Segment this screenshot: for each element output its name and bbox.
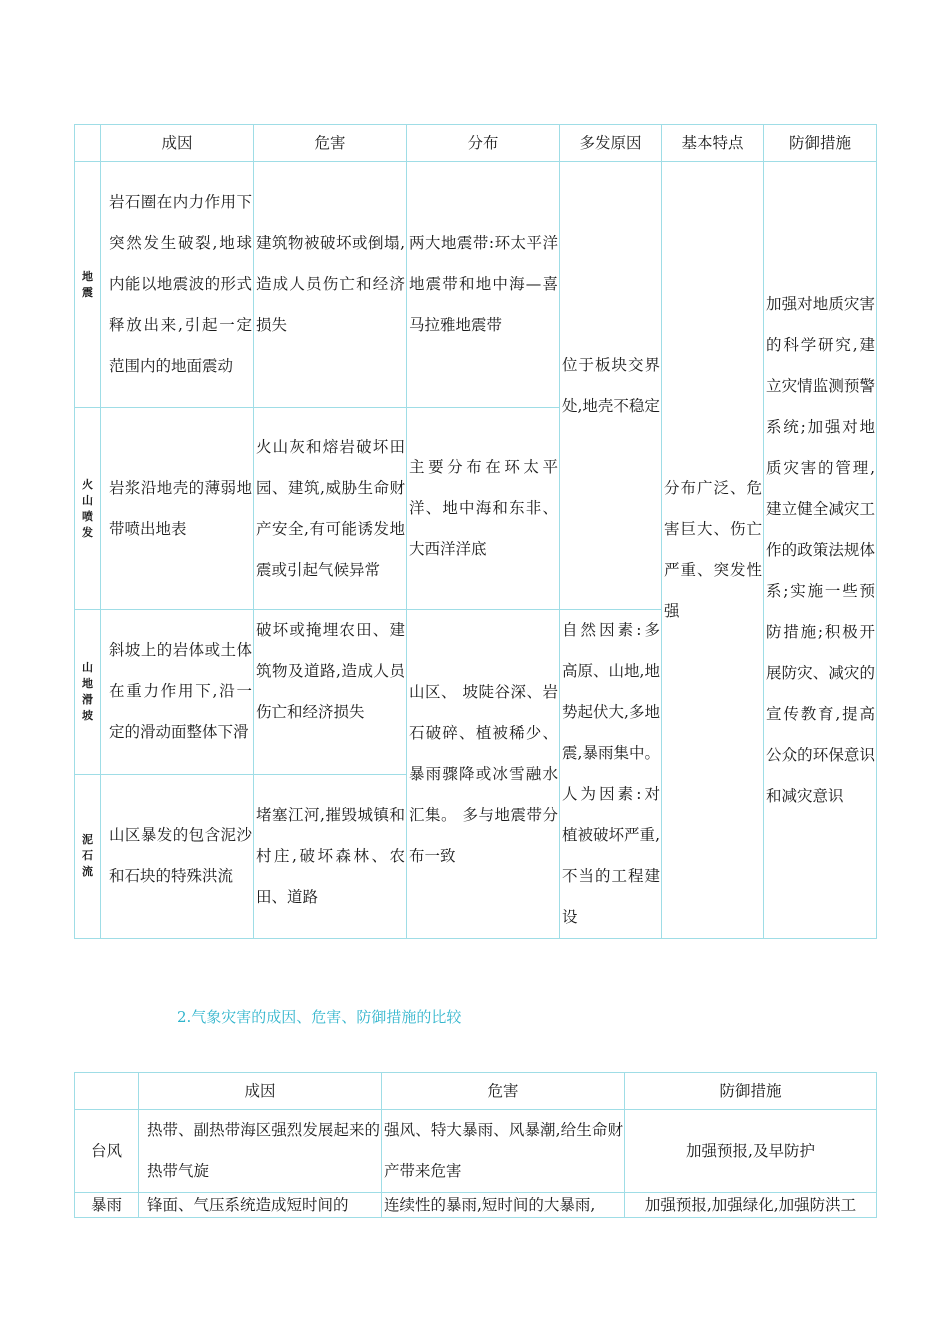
header-features: 基本特点 — [662, 125, 764, 162]
debris-flow-harm: 堵塞江河,摧毁城镇和村庄,破坏森林、农田、道路 — [254, 774, 407, 939]
section-2-heading: 2.气象灾害的成因、危害、防御措施的比较 — [177, 1008, 462, 1026]
row-label-debris-flow: 泥石流 — [75, 774, 101, 939]
volcano-harm: 火山灰和熔岩破坏田园、建筑,威胁生命财产安全,有可能诱发地震或引起气候异常 — [254, 408, 407, 610]
row-label-rainstorm: 暴雨 — [75, 1193, 139, 1218]
typhoon-defense: 加强预报,及早防护 — [625, 1110, 877, 1193]
earthquake-harm: 建筑物被破坏或倒塌,造成人员伤亡和经济损失 — [254, 162, 407, 408]
row-label-landslide: 山地滑坡 — [75, 610, 101, 775]
header-harm: 危害 — [254, 125, 407, 162]
slide-reason: 自然因素:多高原、山地,地势起伏大,多地震,暴雨集中。 人为因素:对植被破坏严重,不当的工程建设 — [560, 610, 662, 939]
header-harm: 危害 — [382, 1073, 625, 1110]
landslide-cause: 斜坡上的岩体或土体在重力作用下,沿一定的滑动面整体下滑 — [101, 610, 254, 775]
tectonic-reason: 位于板块交界处,地壳不稳定 — [560, 162, 662, 610]
slide-distribution: 山区、 坡陡谷深、岩石破碎、植被稀少、暴雨骤降或冰雪融水汇集。 多与地震带分布一致 — [407, 610, 560, 939]
hazard-features: 分布广泛、危害巨大、伤亡严重、突发性强 — [662, 162, 764, 939]
header-defense: 防御措施 — [764, 125, 877, 162]
header-defense: 防御措施 — [625, 1073, 877, 1110]
header-reason: 多发原因 — [560, 125, 662, 162]
hazard-defense: 加强对地质灾害的科学研究,建立灾情监测预警系统;加强对地质灾害的管理,建立健全减灾工作的政策法规体系;实施一些预防措施;积极开展防灾、减灾的宣传教育,提高公众的环保意识和减灾意识 — [764, 162, 877, 939]
rainstorm-defense: 加强预报,加强绿化,加强防洪工 — [625, 1193, 877, 1218]
header-distribution: 分布 — [407, 125, 560, 162]
meteorological-hazard-table — [74, 1072, 877, 1218]
earthquake-cause: 岩石圈在内力作用下突然发生破裂,地球内能以地震波的形式释放出来,引起一定范围内的地面震动 — [101, 162, 254, 408]
row-label-volcano: 火山喷发 — [75, 408, 101, 610]
rainstorm-harm: 连续性的暴雨,短时间的大暴雨, — [382, 1193, 625, 1218]
debris-flow-cause: 山区暴发的包含泥沙和石块的特殊洪流 — [101, 774, 254, 939]
typhoon-harm: 强风、特大暴雨、风暴潮,给生命财产带来危害 — [382, 1110, 625, 1193]
volcano-cause: 岩浆沿地壳的薄弱地带喷出地表 — [101, 408, 254, 610]
header-cause: 成因 — [139, 1073, 382, 1110]
rainstorm-cause: 锋面、气压系统造成短时间的 — [139, 1193, 382, 1218]
header-corner — [75, 125, 101, 162]
header-cause: 成因 — [101, 125, 254, 162]
header-corner — [75, 1073, 139, 1110]
row-label-typhoon: 台风 — [75, 1110, 139, 1193]
volcano-distribution: 主要分布在环太平洋、地中海和东非、大西洋洋底 — [407, 408, 560, 610]
typhoon-cause: 热带、副热带海区强烈发展起来的热带气旋 — [139, 1110, 382, 1193]
landslide-harm: 破坏或掩埋农田、建筑物及道路,造成人员伤亡和经济损失 — [254, 610, 407, 775]
earthquake-distribution: 两大地震带:环太平洋地震带和地中海—喜马拉雅地震带 — [407, 162, 560, 408]
geologic-hazard-table — [74, 124, 877, 939]
row-label-earthquake: 地震 — [75, 162, 101, 408]
